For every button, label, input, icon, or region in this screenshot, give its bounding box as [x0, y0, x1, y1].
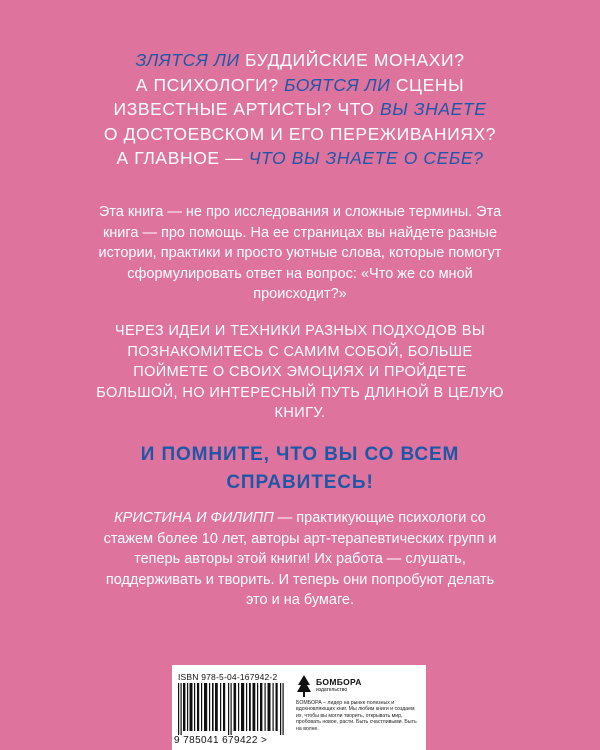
question-line-4: О ДОСТОЕВСКОМ И ЕГО ПЕРЕЖИВАНИЯХ?: [103, 123, 497, 144]
question-line-1: ЗЛЯТСЯ ЛИ БУДДИЙСКИЕ МОНАХИ?: [135, 50, 465, 70]
barcode-panel: [172, 665, 426, 750]
remember-callout: [80, 441, 520, 497]
publisher-name: БОМБОРА: [316, 677, 362, 687]
isbn-label: ISBN 978-5-04-167942-2: [178, 672, 278, 682]
author-names: КРИСТИНА И ФИЛИПП: [114, 510, 274, 526]
barcode-number: 9 785041 679422 >: [174, 735, 268, 746]
remember-line-2: СПРАВИТЕСЬ!: [226, 472, 374, 493]
publisher-subtitle: издательство: [316, 687, 348, 693]
bombora-logo-icon: [296, 675, 312, 697]
question-line-2: А ПСИХОЛОГИ? БОЯТСЯ ЛИ СЦЕНЫ: [135, 74, 465, 95]
remember-line-1: И ПОМНИТЕ, ЧТО ВЫ СО ВСЕМ: [140, 444, 460, 465]
barcode-icon: [176, 683, 288, 735]
question-line-3: ИЗВЕСТНЫЕ АРТИСТЫ? ЧТО ВЫ ЗНАЕТЕ: [113, 99, 487, 119]
authors-description: — практикующие психологи со стажем более 10 лет, авторы арт-терапевтических групп и теперь авторы этой книги! Их работа — слушать, поддерживать и творить. И теперь они попробуют делать это и на бумаге.: [103, 510, 497, 608]
intro-paragraph: Эта книга — не про исследования и сложные термины. Эта книга — про помощь. На ее страницах вы найдете разные истории, практики и просто уютные слова, которые помогут сформулировать ответ на вопрос: «Что же со мной происходит?»: [98, 204, 502, 302]
question-line-5: А ГЛАВНОЕ — ЧТО ВЫ ЗНАЕТЕ О СЕБЕ?: [116, 148, 484, 168]
authors-paragraph: [95, 508, 505, 611]
approach-paragraph: ЧЕРЕЗ ИДЕИ И ТЕХНИКИ РАЗНЫХ ПОДХОДОВ ВЫ ПОЗНАКОМИТЕСЬ С САМИМ СОБОЙ, БОЛЬШЕ ПОЙМЕТЕ О СВОИХ ЭМОЦИЯХ И ПРОЙДЕТЕ БОЛЬШОЙ, НО ИНТЕРЕСНЫЙ ПУТЬ ДЛИНОЙ В ЦЕЛУЮ КНИГУ.: [96, 323, 504, 421]
questions-block: [80, 48, 520, 171]
publisher-description: БОМБОРА – лидер на рынке полезных и вдохновляющих книг. Мы любим книги и создаем их, чтобы вы могли творить, открывать мир, пробовать новое, расти. Быть счастливыми. Быть на волне.: [296, 700, 417, 732]
